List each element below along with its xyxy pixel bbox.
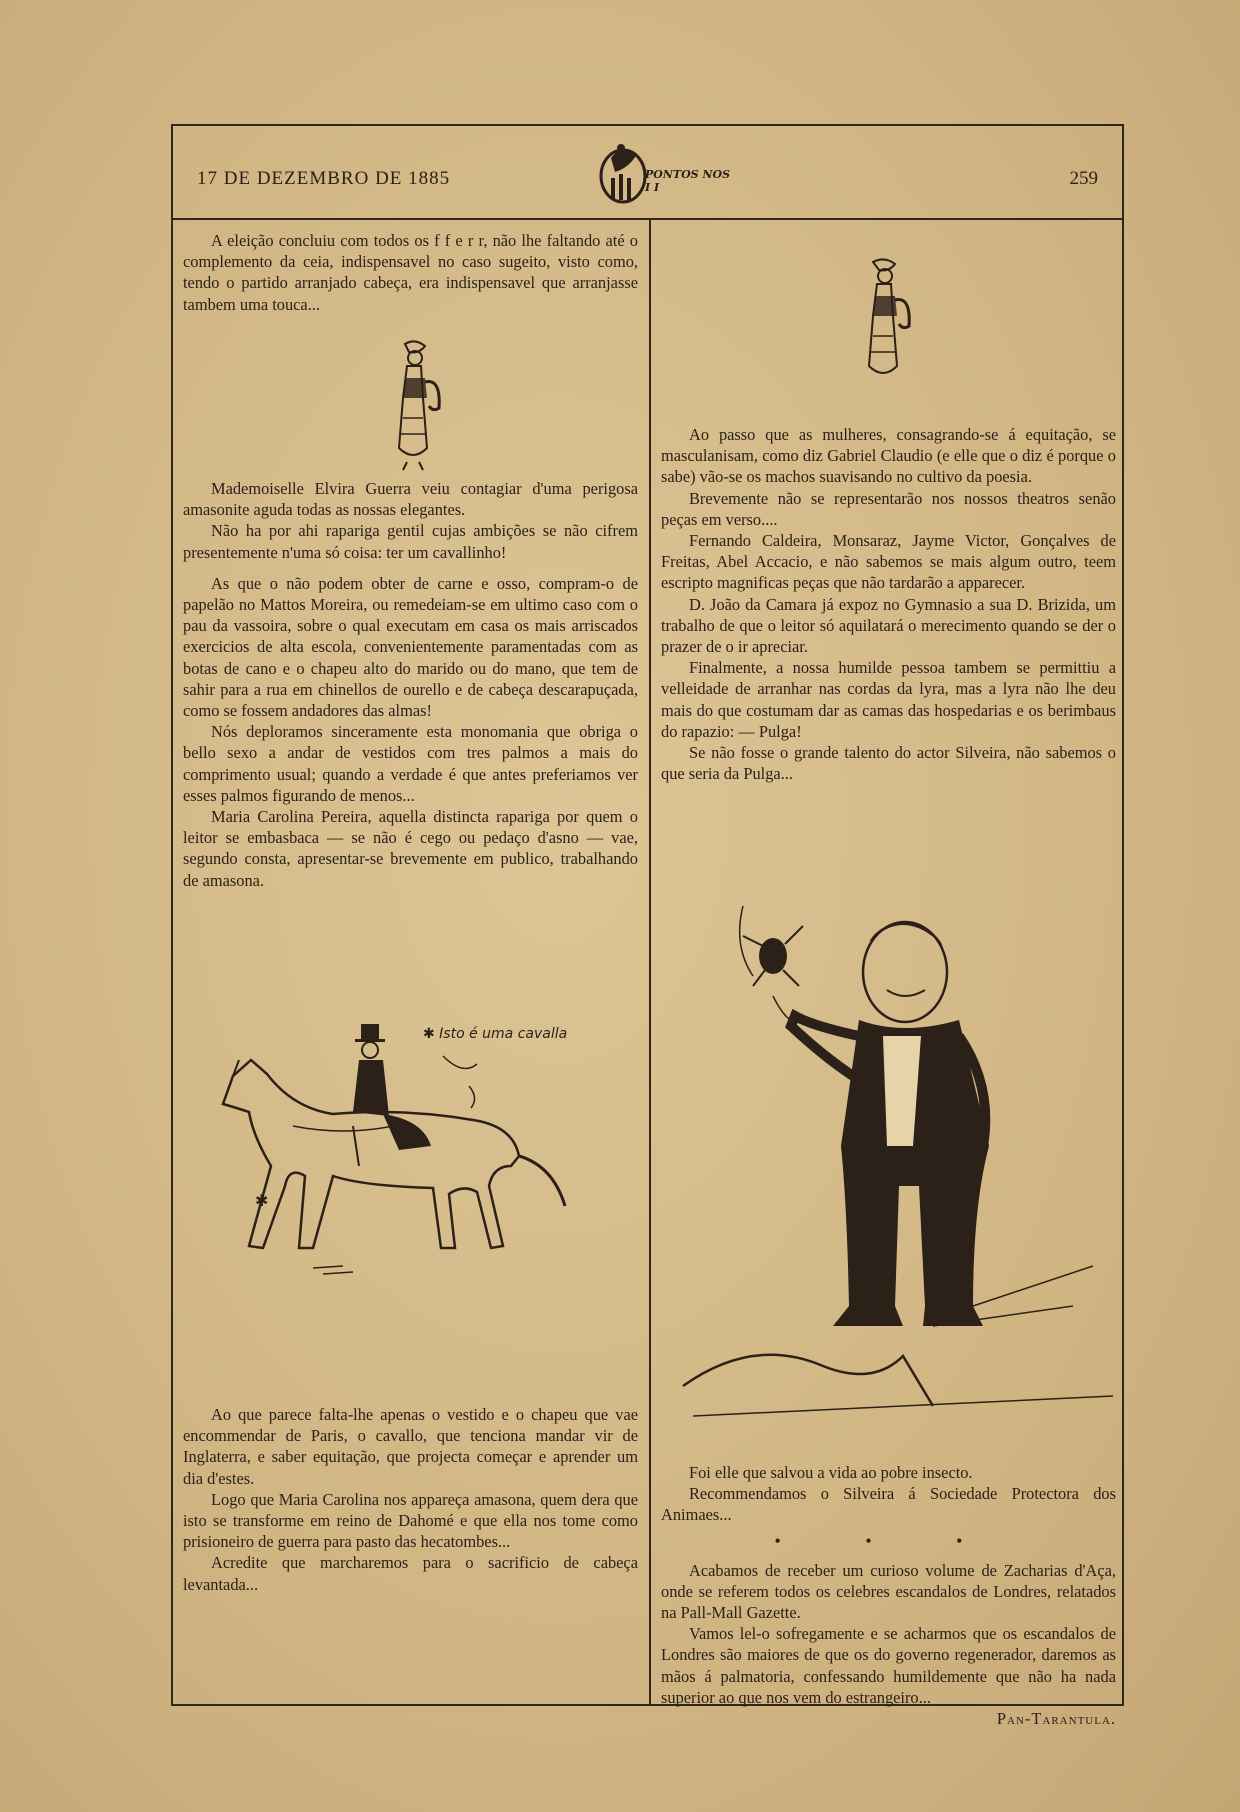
page-header [173, 126, 1122, 220]
page-frame [171, 124, 1124, 1729]
masthead-title: PONTOS NOS I I [645, 168, 731, 194]
right-paragraph-6: Se não fosse o grande talento do actor Silveira, não sabemos o que seria da Pulga... [661, 743, 1116, 784]
right-column-bottom [661, 1462, 1116, 1729]
left-paragraph-4: As que o não podem obter de carne e osso, compram-o de papelão no Mattos Moreira, ou remedeiam-se em ultimo caso com o pau da vassoira, sobre o qual executam em casa os mais arriscados exercicios de alta escola, convenientemente paramentadas com as botas de cano e o chapeu alto do marido ou do mano, que tem de sahir para a rua em chinellos de ourello e de cabeça descarapuçada, como se fossem andadores das almas! [183, 573, 638, 721]
left-paragraph-9: Acredite que marcharemos para o sacrificio de cabeça levantada... [183, 1553, 638, 1594]
actor-with-flea-illustration [673, 886, 1113, 1446]
left-paragraph-8: Logo que Maria Carolina nos appareça amasona, quem dera que isto se transforme em reino de Dahomé e que ella nos tome como prisioneiro de guerra para pasto das hecatombes... [183, 1489, 638, 1552]
left-paragraph-5: Nós deploramos sinceramente esta monomania que obriga o bello sexo a andar de vestidos com tres palmos a mais do comprimento usual; quando a verdade é que antes preferiamos ver esses palmos figurando de menos... [183, 722, 638, 805]
left-paragraph-6: Maria Carolina Pereira, aquella distincta rapariga por quem o leitor se embasbaca — se não é cego ou pedaço d'asno — vae, segundo consta, apresentar-se brevemente em publico, trabalhando de amasona. [183, 807, 638, 890]
column-divider [649, 220, 651, 1706]
left-paragraph-7: Ao que parece falta-lhe apenas o vestido e o chapeu que vae encommendar de Paris, o cavallo, que tenciona mandar vir de Inglaterra, e saber equitação, que projecta começar e aprender um dia d'estes. [183, 1405, 638, 1488]
right-paragraph-3: Fernando Caldeira, Monsaraz, Jayme Victor, Gonçalves de Freitas, Abel Accacio, e não sabemos se mais algum outro, teem escripto magnificas peças que não tardarão a apparecer. [661, 531, 1116, 593]
left-paragraph-2: Mademoiselle Elvira Guerra veiu contagiar d'uma perigosa amasonite aguda todas as nossas elegantes. [183, 479, 638, 520]
right-column-top [661, 424, 1116, 784]
left-column-bottom [183, 1404, 638, 1595]
right-paragraph-2: Brevemente não se representarão nos nossos theatros senão peças em verso.... [661, 488, 1116, 529]
section-separator-stars: • • • [774, 1530, 1003, 1551]
right-paragraph-8: Recommendamos o Silveira á Sociedade Protectora dos Animaes... [661, 1484, 1116, 1525]
left-paragraph-1: A eleição concluiu com todos os f f e r r, não lhe faltando até o complemento da ceia, indispensavel no caso sugeito, visto como, tendo o partido arranjado cabeça, era indispensavel que arranjasse tambem uma touca... [183, 231, 638, 314]
svg-text:✱: ✱ [255, 1193, 269, 1210]
right-paragraph-7: Foi elle que salvou a vida ao pobre insecto. [689, 1463, 973, 1482]
woman-figure-illustration [363, 338, 463, 472]
left-paragraph-3: Não ha por ahi rapariga gentil cujas ambições se não cifrem presentemente n'uma só coisa: ter um cavallinho! [183, 521, 638, 562]
right-paragraph-4: D. João da Camara já expoz no Gymnasio a sua D. Brizida, um trabalho de que o leitor só aquilatará o merecimento quando se der o prazer de o ir apreciar. [661, 594, 1116, 657]
horse-rider-illustration [193, 1016, 623, 1296]
signature: Pan-Tarantula. [996, 1709, 1116, 1729]
header-date: 17 DE DEZEMBRO DE 1885 [197, 168, 451, 189]
header-page-number: 259 [1069, 168, 1098, 189]
woman-figure-illustration-right [833, 256, 933, 390]
right-paragraph-5: Finalmente, a nossa humilde pessoa tambem se permittiu a velleidade de arranhar nas cordas da lyra, mas a lyra não lhe deu mais do que costumam dar as camas das hospedarias e os berimbaus do rapazio: — Pulga! [661, 658, 1116, 741]
right-paragraph-10: Vamos lel-o sofregamente e se acharmos que os escandalos de Londres são maiores de que os do governo regenerador, daremos as mãos á palmatoria, confessando humildemente que não ha nada superior ao que nos vem do estrangeiro... [661, 1624, 1116, 1707]
masthead-logo [593, 138, 733, 208]
left-column-middle [183, 478, 638, 891]
illustration-caption: ✱ Isto é uma cavalla [423, 1026, 568, 1042]
right-paragraph-9: Acabamos de receber um curioso volume de Zacharias d'Aça, onde se referem todos os celebres escandalos de Londres, relatados na Pall-Mall Gazette. [661, 1560, 1116, 1623]
right-paragraph-1: Ao passo que as mulheres, consagrando-se á equitação, se masculanisam, como diz Gabriel Claudio (e elle que o diz é porque o sabe) vão-se os machos suavisando no cultivo da poesia. [661, 425, 1116, 487]
left-column [183, 230, 638, 315]
